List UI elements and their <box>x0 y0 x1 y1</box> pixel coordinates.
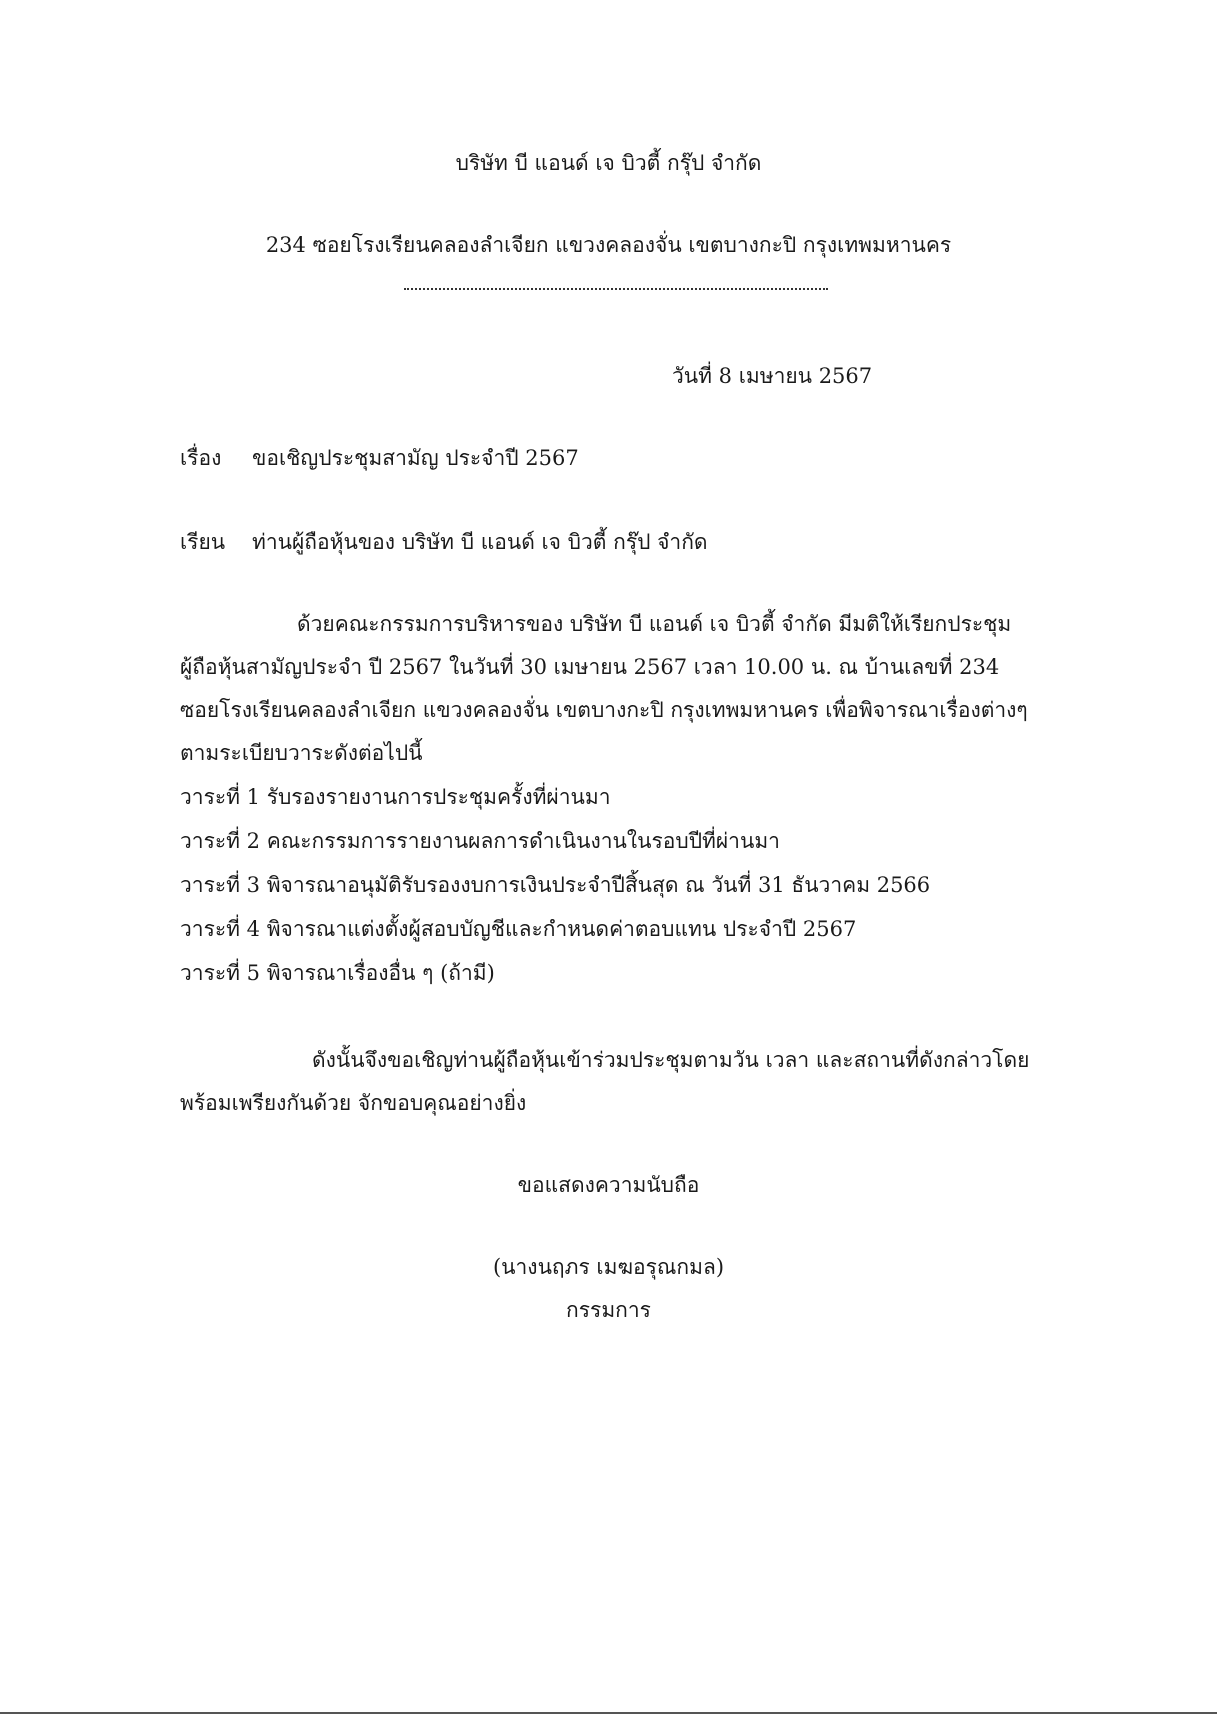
closing-line: ดังนั้นจึงขอเชิญท่านผู้ถือหุ้นเข้าร่วมประชุมตามวัน เวลา และสถานที่ดังกล่าวโดย <box>312 1048 1030 1072</box>
closing-line: พร้อมเพรียงกันด้วย จักขอบคุณอย่างยิ่ง <box>180 1091 527 1115</box>
recipient-line <box>180 527 708 557</box>
agenda-item-3: วาระที่ 3 พิจารณาอนุมัติรับรองงบการเงินประจำปีสิ้นสุด ณ วันที่ 31 ธันวาคม 2566 <box>180 873 931 897</box>
signatory-position: กรรมการ <box>566 1298 651 1322</box>
body-line: ด้วยคณะกรรมการบริหารของ บริษัท บี แอนด์ เจ บิวตี้ จำกัด มีมติให้เรียกประชุม <box>297 612 1012 636</box>
agenda-item-4: วาระที่ 4 พิจารณาแต่งตั้งผู้สอบบัญชีและกำหนดค่าตอบแทน ประจำปี 2567 <box>180 917 857 941</box>
page-bottom-edge <box>0 1712 1217 1714</box>
subject-line <box>180 443 579 473</box>
closing-regards: ขอแสดงความนับถือ <box>517 1173 700 1197</box>
body-line: ตามระเบียบวาระดังต่อไปนี้ <box>180 741 423 765</box>
company-address: 234 ซอยโรงเรียนคลองลำเจียก แขวงคลองจั่น เขตบางกะปิ กรุงเทพมหานคร <box>265 233 952 257</box>
body-line: ผู้ถือหุ้นสามัญประจำ ปี 2567 ในวันที่ 30 เมษายน 2567 เวลา 10.00 น. ณ บ้านเลขที่ 234 <box>180 655 1000 679</box>
recipient-label: เรียน <box>180 530 226 554</box>
body-line: ซอยโรงเรียนคลองลำเจียก แขวงคลองจั่น เขตบางกะปิ กรุงเทพมหานคร เพื่อพิจารณาเรื่องต่างๆ <box>180 698 1028 722</box>
signatory-name: (นางนฤภร เมฆอรุณกมล) <box>492 1255 725 1279</box>
dotted-separator <box>404 288 828 290</box>
subject-label: เรื่อง <box>180 446 222 470</box>
company-name: บริษัท บี แอนด์ เจ บิวตี้ กรุ๊ป จำกัด <box>455 151 762 175</box>
agenda-item-2: วาระที่ 2 คณะกรรมการรายงานผลการดำเนินงานในรอบปีที่ผ่านมา <box>180 829 780 853</box>
agenda-item-5: วาระที่ 5 พิจารณาเรื่องอื่น ๆ (ถ้ามี) <box>180 961 495 985</box>
subject-text: ขอเชิญประชุมสามัญ ประจำปี 2567 <box>252 446 579 470</box>
agenda-item-1: วาระที่ 1 รับรองรายงานการประชุมครั้งที่ผ่านมา <box>180 785 611 809</box>
recipient-text: ท่านผู้ถือหุ้นของ บริษัท บี แอนด์ เจ บิวตี้ กรุ๊ป จำกัด <box>252 530 708 554</box>
letter-date: วันที่ 8 เมษายน 2567 <box>672 364 873 388</box>
